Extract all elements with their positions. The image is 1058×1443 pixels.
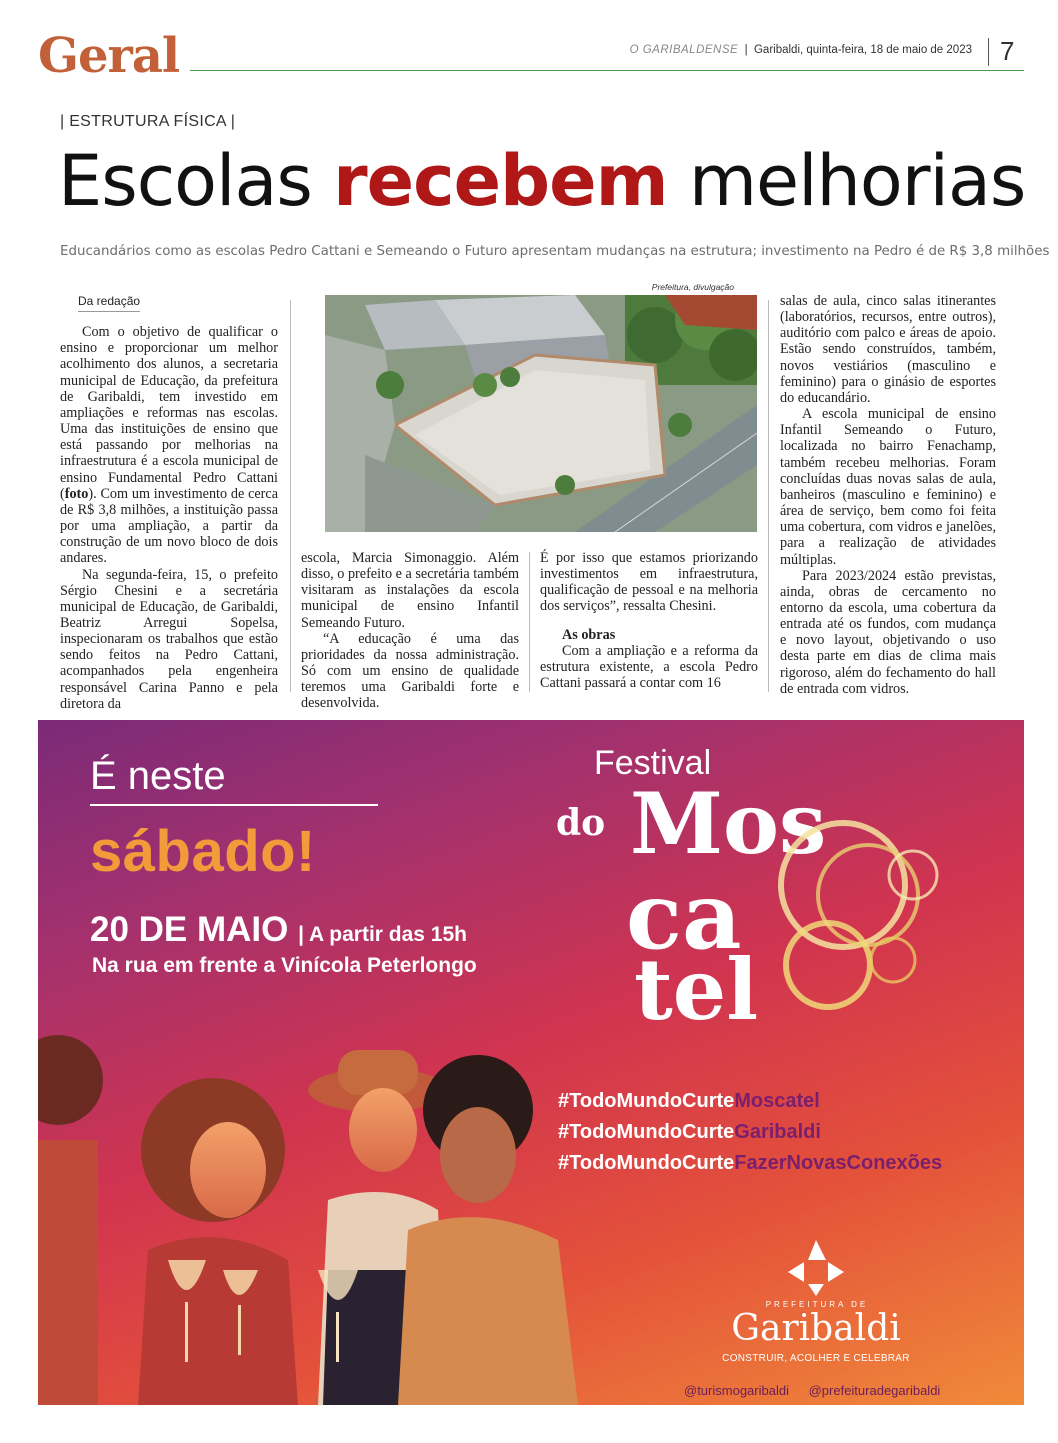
masthead xyxy=(630,44,972,56)
column-rule xyxy=(290,300,291,692)
logo-ca-word: ca xyxy=(626,862,742,970)
hashtag-prefix: #TodoMundoCurte xyxy=(558,1152,735,1174)
photo-credit: Prefeitura, divulgação xyxy=(651,282,734,292)
hashtags xyxy=(558,1086,942,1179)
header-rule xyxy=(190,70,1024,71)
masthead-separator: | xyxy=(741,44,754,56)
article-kicker: | ESTRUTURA FÍSICA | xyxy=(60,113,236,130)
hashtag-prefix: #TodoMundoCurte xyxy=(558,1090,735,1112)
paragraph: É por isso que estamos priorizando investimentos em infraestrutura, qualificação de pessoal e na melhoria dos serviços”, ressalta Chesini. xyxy=(540,550,758,615)
paragraph: “A educação é uma das prioridades da nossa administração. Só com um ensino de qualidade teremos uma Garibaldi forte e desenvolvida. xyxy=(301,630,519,712)
hashtag-accent: Garibaldi xyxy=(734,1121,821,1143)
school-aerial-photo xyxy=(325,295,757,532)
hashtag-prefix: #TodoMundoCurte xyxy=(558,1121,735,1143)
hashtag xyxy=(558,1148,942,1179)
social-handles xyxy=(684,1383,956,1398)
ad-line-1: É neste xyxy=(90,754,226,798)
wine-rings-icon xyxy=(748,800,948,1020)
paragraph: Para 2023/2024 estão previstas, ainda, obras de cercamento no entorno da escola, uma cobertura da entrada até os fundos, com mudança e novo layout, objetivando o uso desta parte em dias de clima mais rigoroso, além do fechamento do hall de entrada com vidros. xyxy=(780,567,996,697)
aerial-photo-illustration xyxy=(325,295,757,532)
paper-name: O GARIBALDENSE xyxy=(629,44,739,56)
byline: Da redação xyxy=(78,293,140,312)
page-number: 7 xyxy=(1000,36,1015,66)
hashtag xyxy=(558,1086,942,1117)
paragraph: A escola municipal de ensino Infantil Semeando o Futuro, localizada no bairro Fenachamp, também recebeu melhorias. Foram concluídas duas novas salas de aula, banheiros (masculino e feminino) e área de serviço, bem como foi feita uma cobertura, com vidros e janelões, para a realização de atividades múltiplas. xyxy=(780,406,996,568)
prefeitura-label: PREFEITURA DE xyxy=(765,1300,869,1309)
logo-do-word: do xyxy=(556,802,606,844)
section-title: Geral xyxy=(38,28,180,84)
logo-mos-word: Mos xyxy=(630,774,827,873)
paragraph: Na segunda-feira, 15, o prefeito Sérgio Chesini e a secretária municipal de Educação, de Garibaldi, Beatriz Arregui Sopelsa, inspecionaram os trabalhos que estão sendo feitos na Pedro Cattani, acompanhados pela engenheira responsável Carina Panno e pela diretora da xyxy=(60,566,278,712)
column-rule xyxy=(529,552,530,692)
social-handle[interactable]: @prefeituradegaribaldi xyxy=(808,1383,941,1398)
headline-part-1: Escolas xyxy=(58,140,334,222)
article-headline xyxy=(58,140,1025,222)
article-column-1 xyxy=(60,293,278,712)
column-rule xyxy=(768,300,769,692)
hashtag-accent: Moscatel xyxy=(734,1090,820,1112)
paragraph: escola, Marcia Simonaggio. Além disso, o prefeito e a secretária também visitaram as instalações da escola municipal de ensino Infantil Semeando Futuro. xyxy=(301,550,519,631)
ad-date xyxy=(90,910,467,950)
paragraph: Com o objetivo de qualificar o ensino e proporcionar um melhor acolhimento dos alunos, a secretaria municipal de Educação, da prefeitura de Garibaldi, tem investido em ampliações e reformas nas escolas. Uma das instituições de ensino que está passando por melhorias na infraestrutura é a escola municipal de ensino Fundamental Pedro Cattani (foto). Com um investimento de cerca de R$ 3,8 milhões, a instituição passa por uma ampliação, a partir da construção de um novo bloco de dois andares. xyxy=(60,324,278,567)
dateline: Garibaldi, quinta-feira, 18 de maio de 2023 xyxy=(753,44,972,56)
article-column-2 xyxy=(301,550,519,712)
article-column-3 xyxy=(540,550,758,691)
page-number-separator xyxy=(988,38,989,66)
paragraph: salas de aula, cinco salas itinerantes (laboratórios, recursos, entre outros), auditório com palco e áreas de apoio. Estão sendo construídos, também, novos vestiários (masculino e feminino) para o ginásio de esportes do educandário. xyxy=(780,293,996,406)
paragraph: Com a ampliação e a reforma da estrutura existente, a escola Pedro Cattani passará a contar com 16 xyxy=(540,642,758,692)
hashtag-accent: FazerNovasConexões xyxy=(734,1152,943,1174)
headline-part-2: melhorias xyxy=(667,140,1026,222)
ad-location: Na rua em frente a Vinícola Peterlongo xyxy=(92,954,477,977)
hashtag xyxy=(558,1117,942,1148)
logo-festival-word: Festival xyxy=(594,744,712,782)
prefeitura-name: Garibaldi xyxy=(731,1308,901,1349)
people-toasting-illustration xyxy=(38,1020,598,1405)
article-column-4 xyxy=(780,293,996,697)
logo-tel-word: tel xyxy=(634,940,759,1039)
social-handle[interactable]: @turismogaribaldi xyxy=(684,1383,789,1398)
article-subhead: Educandários como as escolas Pedro Cattani e Semeando o Futuro apresentam mudanças na estrutura; investimento na Pedro é de R$ 3,8 milhões xyxy=(60,244,1050,259)
section-subtitle: As obras xyxy=(562,626,616,643)
ad-line-2: sábado! xyxy=(90,819,316,884)
ad-divider xyxy=(90,804,378,806)
prefeitura-emblem-icon xyxy=(786,1238,846,1296)
headline-highlight: recebem xyxy=(333,140,668,222)
ad-date-day: 20 DE MAIO xyxy=(90,910,289,949)
ad-time: | A partir das 15h xyxy=(298,923,467,946)
prefeitura-slogan: CONSTRUIR, ACOLHER E CELEBRAR xyxy=(722,1353,910,1364)
